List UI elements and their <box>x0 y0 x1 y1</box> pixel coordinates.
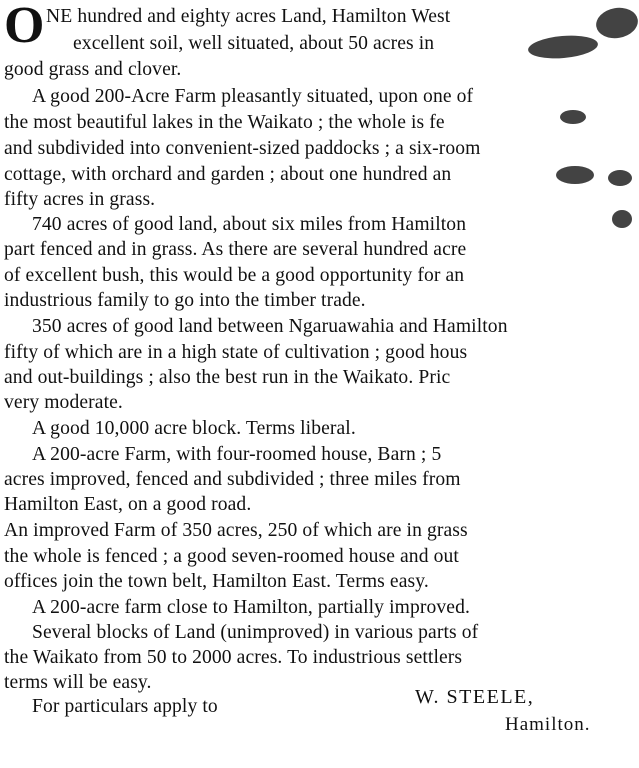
ad-line: Hamilton East, on a good road. <box>4 494 252 515</box>
ad-line: very moderate. <box>4 392 123 413</box>
ink-smudge <box>560 110 586 124</box>
ad-line: NE hundred and eighty acres Land, Hamilton West <box>46 6 451 27</box>
ad-line: and out-buildings ; also the best run in the Waikato. Pric <box>4 367 451 388</box>
ad-line: the most beautiful lakes in the Waikato ; the whole is fe <box>4 112 445 133</box>
drop-cap-letter: O <box>4 0 45 54</box>
ad-line: terms will be easy. <box>4 672 152 693</box>
ad-line: the Waikato from 50 to 2000 acres. To industrious settlers <box>4 647 463 668</box>
ad-line: industrious family to go into the timber trade. <box>4 290 366 311</box>
ad-line: cottage, with orchard and garden ; about one hundred an <box>4 164 452 185</box>
ad-line: of excellent bush, this would be a good opportunity for an <box>4 265 465 286</box>
ad-line: For particulars apply to <box>32 696 218 717</box>
ink-smudge <box>556 166 594 184</box>
ad-line: A 200-acre farm close to Hamilton, partially improved. <box>32 597 470 618</box>
ad-line: part fenced and in grass. As there are several hundred acre <box>4 239 467 260</box>
signature-name: W. STEELE, <box>415 686 535 708</box>
ad-line: good grass and clover. <box>4 59 182 80</box>
ink-smudge <box>594 5 639 42</box>
ad-line: A good 10,000 acre block. Terms liberal. <box>32 418 356 439</box>
ad-line: 740 acres of good land, about six miles from Hamilton <box>32 214 467 235</box>
ad-line: A good 200-Acre Farm pleasantly situated, upon one of <box>32 86 474 107</box>
ad-line: A 200-acre Farm, with four-roomed house, Barn ; 5 <box>32 444 442 465</box>
ad-line: excellent soil, well situated, about 50 acres in <box>73 33 435 54</box>
ad-line: the whole is fenced ; a good seven-roomed house and out <box>4 546 459 567</box>
ink-smudge <box>612 210 632 228</box>
ad-line: 350 acres of good land between Ngaruawahia and Hamilton <box>32 316 508 337</box>
ink-smudge <box>608 170 632 186</box>
ad-line: An improved Farm of 350 acres, 250 of which are in grass <box>4 520 468 541</box>
ink-smudge <box>527 33 599 61</box>
ad-line: and subdivided into convenient-sized paddocks ; a six-room <box>4 138 481 159</box>
ad-line: fifty of which are in a high state of cultivation ; good hous <box>4 342 468 363</box>
ad-line: acres improved, fenced and subdivided ; three miles from <box>4 469 461 490</box>
signature-place: Hamilton. <box>505 714 591 735</box>
ad-line: fifty acres in grass. <box>4 189 156 210</box>
ad-line: Several blocks of Land (unimproved) in various parts of <box>32 622 479 643</box>
ad-line: offices join the town belt, Hamilton East. Terms easy. <box>4 571 429 592</box>
